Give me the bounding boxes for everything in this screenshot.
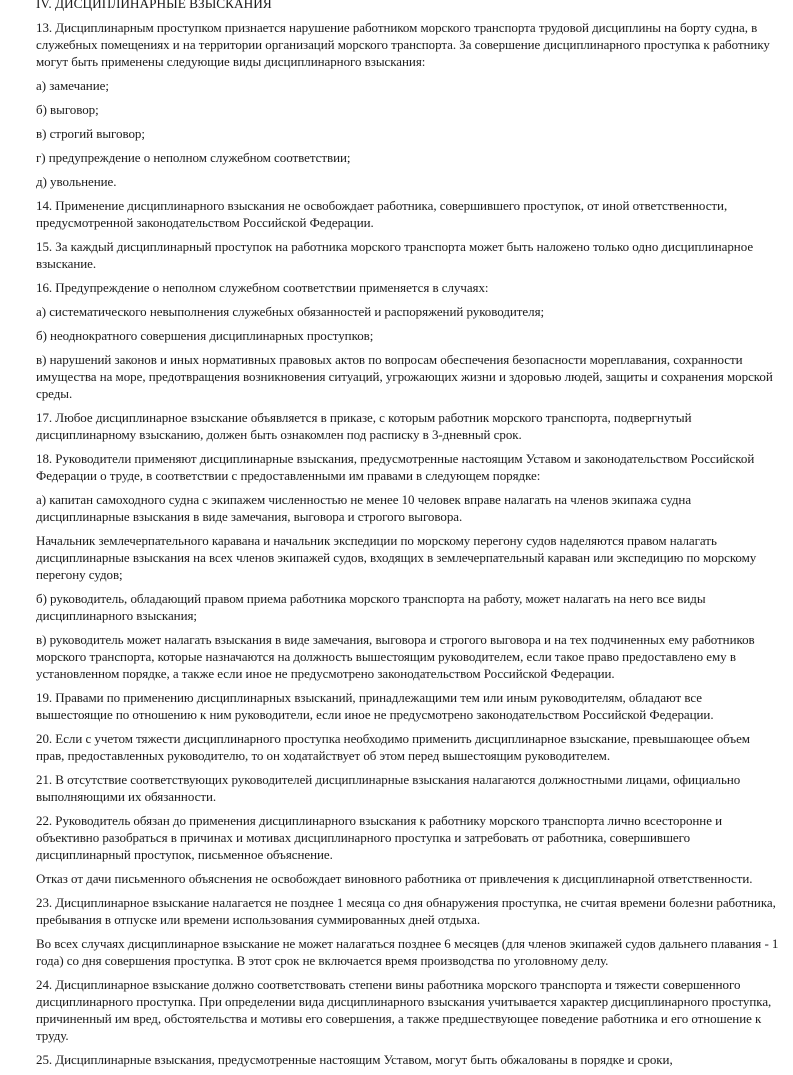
paragraph-16: 16. Предупреждение о неполном служебном соответствии применяется в случаях: (36, 280, 489, 295)
list-item-remark: а) замечание; (36, 78, 109, 93)
paragraph-21: 21. В отсутствие соответствующих руководителей дисциплинарные взыскания налагаются должностными лицами, официально выполняющими их обязанности. (36, 772, 741, 804)
paragraph-25: 25. Дисциплинарные взыскания, предусмотренные настоящим Уставом, могут быть обжалованы в порядке и сроки, (36, 1052, 673, 1067)
paragraph-18-v: в) руководитель может налагать взыскания в виде замечания, выговора и строгого выговора и на тех подчиненных ему работников морского транспорта, которые назначаются на должность вышестоящим руководителем, если такое право предоставлено ему в установленном порядке, а также если иное не предусмотрено законодательством Российской Федерации. (36, 632, 755, 681)
document-page (36, 0, 781, 1075)
paragraph-17: 17. Любое дисциплинарное взыскание объявляется в приказе, с которым работник морского транспорта, подвергнутый дисциплинарному взысканию, должен быть ознакомлен под расписку в 3-дневный срок. (36, 410, 692, 442)
paragraph-14: 14. Применение дисциплинарного взыскания не освобождает работника, совершившего проступок, от иной ответственности, предусмотренной законодательством Российской Федерации. (36, 198, 728, 230)
list-item-dismissal: д) увольнение. (36, 174, 117, 189)
paragraph-18-a-cont: Начальник землечерпательного каравана и начальник экспедиции по морскому перегону судов наделяются правом налагать дисциплинарные взыскания на всех членов экипажей судов, входящих в землечерпательный караван или экспедицию по морскому перегону судов; (36, 533, 757, 582)
paragraph-18-b: б) руководитель, обладающий правом приема работника морского транспорта на работу, может налагать на него все виды дисциплинарного взыскания; (36, 591, 706, 623)
paragraph-24: 24. Дисциплинарное взыскание должно соответствовать степени вины работника морского транспорта и тяжести совершенного дисциплинарного проступка. При определении вида дисциплинарного взыскания учитывается характер дисциплинарного проступка, причиненный им вред, обстоятельства и мотивы его совершения, а также предшествующее поведение работника и его отношение к труду. (36, 977, 772, 1043)
paragraph-20: 20. Если с учетом тяжести дисциплинарного проступка необходимо применить дисциплинарное взыскание, превышающее объем прав, предоставленных руководителю, то он ходатайствует об этом перед вышестоящим руководителем. (36, 731, 750, 763)
paragraph-16-b: б) неоднократного совершения дисциплинарных проступков; (36, 328, 374, 343)
paragraph-19: 19. Правами по применению дисциплинарных взысканий, принадлежащими тем или иным руководителям, обладают все вышестоящие по отношению к ним руководители, если иное не предусмотрено законодательством Российской Федерации. (36, 690, 714, 722)
paragraph-16-a: а) систематического невыполнения служебных обязанностей и распоряжений руководителя; (36, 304, 545, 319)
paragraph-13: 13. Дисциплинарным проступком признается нарушение работником морского транспорта трудовой дисциплины на борту судна, в служебных помещениях и на территории организаций морского транспорта. За совершение дисциплинарного проступка к работнику могут быть применены следующие виды дисциплинарного взыскания: (36, 20, 770, 69)
paragraph-23-cont: Во всех случаях дисциплинарное взыскание не может налагаться позднее 6 месяцев (для членов экипажей судов дальнего плавания - 1 года) со дня совершения проступка. В этот срок не включается время производства по уголовному делу. (36, 936, 779, 968)
section-title: IV. ДИСЦИПЛИНАРНЫЕ ВЗЫСКАНИЯ (36, 0, 272, 11)
paragraph-16-v: в) нарушений законов и иных нормативных правовых актов по вопросам обеспечения безопасности мореплавания, сохранности имущества на море, предотвращения возникновения ситуаций, угрожающих жизни и здоровью людей, защиты и сохранения морской среды. (36, 352, 773, 401)
paragraph-18: 18. Руководители применяют дисциплинарные взыскания, предусмотренные настоящим Уставом и законодательством Российской Федерации о труде, в соответствии с предоставленными им правами в следующем порядке: (36, 451, 755, 483)
paragraph-23: 23. Дисциплинарное взыскание налагается не позднее 1 месяца со дня обнаружения проступка, не считая времени болезни работника, пребывания в отпуске или времени использования суммированных дней отдыха. (36, 895, 776, 927)
paragraph-18-a: а) капитан самоходного судна с экипажем численностью не менее 10 человек вправе налагать на членов экипажа судна дисциплинарные взыскания в виде замечания, выговора и строгого выговора. (36, 492, 692, 524)
paragraph-15: 15. За каждый дисциплинарный проступок на работника морского транспорта может быть наложено только одно дисциплинарное взыскание. (36, 239, 754, 271)
paragraph-22-cont: Отказ от дачи письменного объяснения не освобождает виновного работника от привлечения к дисциплинарной ответственности. (36, 871, 753, 886)
list-item-reprimand: б) выговор; (36, 102, 99, 117)
paragraph-22: 22. Руководитель обязан до применения дисциплинарного взыскания к работнику морского транспорта лично всесторонне и объективно разобраться в причинах и мотивах дисциплинарного проступка и затребовать от работника, совершившего дисциплинарный проступок, письменное объяснение. (36, 813, 723, 862)
list-item-warning: г) предупреждение о неполном служебном соответствии; (36, 150, 351, 165)
list-item-severe-reprimand: в) строгий выговор; (36, 126, 145, 141)
